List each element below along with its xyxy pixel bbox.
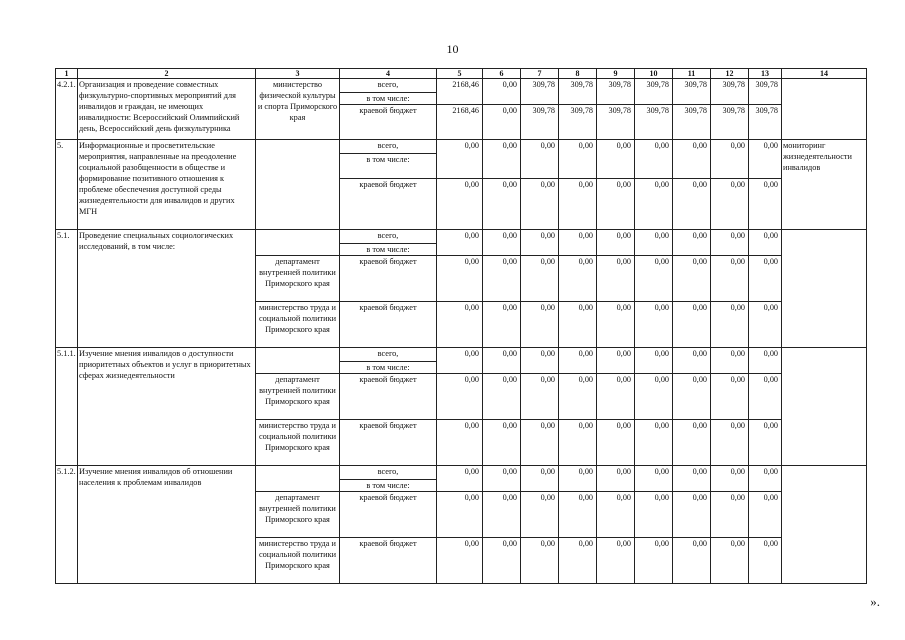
- value-cell: 0,00: [437, 140, 483, 179]
- row-name: Изучение мнения инвалидов об отношении населения к проблемам инвалидов: [78, 466, 256, 584]
- value-cell: 0,00: [437, 302, 483, 348]
- value-cell: 0,00: [559, 374, 597, 420]
- value-cell: 0,00: [749, 230, 782, 256]
- value-cell: 0,00: [597, 374, 635, 420]
- value-cell: 0,00: [483, 105, 521, 140]
- value-cell: 0,00: [521, 179, 559, 230]
- executor-empty: [256, 466, 340, 492]
- value-cell: 0,00: [483, 140, 521, 179]
- row-name: Изучение мнения инвалидов о доступности приоритетных объектов и услуг в приоритетных сферах жизнедеятельности: [78, 348, 256, 466]
- value-cell: 0,00: [749, 302, 782, 348]
- value-cell: 0,00: [597, 492, 635, 538]
- value-cell: 0,00: [483, 179, 521, 230]
- value-cell: 0,00: [711, 302, 749, 348]
- value-cell: 0,00: [673, 179, 711, 230]
- value-cell: 0,00: [711, 492, 749, 538]
- value-cell: 309,78: [673, 79, 711, 105]
- value-cell: 0,00: [635, 420, 673, 466]
- column-header: 4: [340, 69, 437, 79]
- value-cell: 0,00: [483, 466, 521, 492]
- executor: департамент внутренней политики Приморского края: [256, 374, 340, 420]
- value-cell: 0,00: [559, 420, 597, 466]
- value-cell: 0,00: [437, 348, 483, 374]
- value-cell: 0,00: [749, 466, 782, 492]
- column-header: 11: [673, 69, 711, 79]
- value-cell: 0,00: [673, 256, 711, 302]
- value-cell: 0,00: [711, 374, 749, 420]
- source-budget: краевой бюджет: [340, 538, 437, 584]
- value-cell: 0,00: [749, 256, 782, 302]
- value-cell: 309,78: [559, 79, 597, 105]
- value-cell: 0,00: [635, 538, 673, 584]
- value-cell: 309,78: [521, 105, 559, 140]
- value-cell: 0,00: [559, 466, 597, 492]
- value-cell: 0,00: [521, 420, 559, 466]
- value-cell: 0,00: [483, 374, 521, 420]
- value-cell: 0,00: [711, 140, 749, 179]
- value-cell: 0,00: [711, 538, 749, 584]
- value-cell: 0,00: [483, 230, 521, 256]
- value-cell: 0,00: [521, 256, 559, 302]
- value-cell: 0,00: [483, 348, 521, 374]
- value-cell: 309,78: [711, 79, 749, 105]
- value-cell: 0,00: [635, 492, 673, 538]
- value-cell: 0,00: [437, 374, 483, 420]
- table-row: [56, 348, 867, 362]
- value-cell: 0,00: [749, 374, 782, 420]
- executor-empty: [256, 348, 340, 374]
- value-cell: 0,00: [521, 492, 559, 538]
- row-number: 4.2.1.: [56, 79, 78, 140]
- row-name: Проведение специальных социологических исследований, в том числе:: [78, 230, 256, 348]
- row-name: Организация и проведение совместных физкультурно-спортивных мероприятий для инвалидов и граждан, не имеющих инвалидности: Всероссийский Олимпийский день, Всероссийский день физкультурника: [78, 79, 256, 140]
- value-cell: 0,00: [749, 492, 782, 538]
- table-row: [56, 140, 867, 154]
- value-cell: 0,00: [711, 256, 749, 302]
- value-cell: 0,00: [711, 348, 749, 374]
- value-cell: 0,00: [559, 230, 597, 256]
- value-cell: 0,00: [483, 420, 521, 466]
- value-cell: 309,78: [711, 105, 749, 140]
- source-budget: краевой бюджет: [340, 179, 437, 230]
- executor: министерство труда и социальной политики Приморского края: [256, 420, 340, 466]
- value-cell: 0,00: [635, 348, 673, 374]
- source-incl: в том числе:: [340, 244, 437, 256]
- value-cell: 0,00: [521, 348, 559, 374]
- source-incl: в том числе:: [340, 93, 437, 105]
- value-cell: 0,00: [597, 256, 635, 302]
- value-cell: 0,00: [559, 492, 597, 538]
- value-cell: 0,00: [483, 492, 521, 538]
- column-header: 5: [437, 69, 483, 79]
- column-header: 10: [635, 69, 673, 79]
- value-cell: 0,00: [711, 420, 749, 466]
- value-cell: 2168,46: [437, 79, 483, 105]
- value-cell: 309,78: [749, 105, 782, 140]
- column-header: 2: [78, 69, 256, 79]
- value-cell: 0,00: [559, 302, 597, 348]
- table-row: [56, 230, 867, 244]
- value-cell: 0,00: [437, 466, 483, 492]
- source-total: всего,: [340, 348, 437, 362]
- column-header: 13: [749, 69, 782, 79]
- value-cell: 0,00: [597, 230, 635, 256]
- header-row: [56, 69, 867, 79]
- value-cell: 0,00: [597, 348, 635, 374]
- source-total: всего,: [340, 466, 437, 480]
- source-total: всего,: [340, 230, 437, 244]
- value-cell: 0,00: [559, 538, 597, 584]
- column-header: 1: [56, 69, 78, 79]
- value-cell: 0,00: [483, 79, 521, 105]
- value-cell: 0,00: [437, 538, 483, 584]
- value-cell: 0,00: [635, 230, 673, 256]
- value-cell: 0,00: [749, 348, 782, 374]
- value-cell: 0,00: [437, 420, 483, 466]
- value-cell: 309,78: [559, 105, 597, 140]
- source-budget: краевой бюджет: [340, 492, 437, 538]
- value-cell: 0,00: [635, 466, 673, 492]
- value-cell: 309,78: [673, 105, 711, 140]
- value-cell: 309,78: [597, 79, 635, 105]
- note: [782, 348, 867, 466]
- value-cell: 2168,46: [437, 105, 483, 140]
- value-cell: 0,00: [597, 538, 635, 584]
- value-cell: 0,00: [749, 538, 782, 584]
- executor: министерство физической культуры и спорта Приморского края: [256, 79, 340, 140]
- value-cell: 0,00: [711, 466, 749, 492]
- value-cell: 0,00: [673, 466, 711, 492]
- value-cell: 309,78: [635, 79, 673, 105]
- executor: министерство труда и социальной политики Приморского края: [256, 302, 340, 348]
- end-quote-mark: ».: [870, 594, 880, 609]
- source-incl: в том числе:: [340, 154, 437, 179]
- value-cell: 309,78: [749, 79, 782, 105]
- table-row: [56, 79, 867, 93]
- value-cell: 0,00: [749, 140, 782, 179]
- value-cell: 0,00: [559, 140, 597, 179]
- value-cell: 0,00: [521, 140, 559, 179]
- column-header: 7: [521, 69, 559, 79]
- source-budget: краевой бюджет: [340, 256, 437, 302]
- value-cell: 0,00: [521, 374, 559, 420]
- value-cell: 0,00: [673, 538, 711, 584]
- source-incl: в том числе:: [340, 480, 437, 492]
- value-cell: 0,00: [635, 140, 673, 179]
- value-cell: 0,00: [597, 420, 635, 466]
- value-cell: 0,00: [437, 230, 483, 256]
- column-header: 14: [782, 69, 867, 79]
- value-cell: 0,00: [673, 302, 711, 348]
- value-cell: 309,78: [521, 79, 559, 105]
- value-cell: 0,00: [597, 466, 635, 492]
- value-cell: 0,00: [521, 466, 559, 492]
- value-cell: 309,78: [597, 105, 635, 140]
- row-number: 5.1.: [56, 230, 78, 348]
- page-number: 10: [446, 42, 459, 56]
- value-cell: 0,00: [673, 492, 711, 538]
- value-cell: 0,00: [483, 538, 521, 584]
- column-header: 3: [256, 69, 340, 79]
- value-cell: 0,00: [749, 179, 782, 230]
- value-cell: 0,00: [597, 140, 635, 179]
- source-budget: краевой бюджет: [340, 420, 437, 466]
- value-cell: 0,00: [437, 179, 483, 230]
- row-number: 5.: [56, 140, 78, 230]
- value-cell: 0,00: [749, 420, 782, 466]
- value-cell: 0,00: [437, 492, 483, 538]
- column-header: 12: [711, 69, 749, 79]
- executor: департамент внутренней политики Приморского края: [256, 492, 340, 538]
- source-budget: краевой бюджет: [340, 374, 437, 420]
- value-cell: 0,00: [635, 302, 673, 348]
- row-name: Информационные и просветительские мероприятия, направленные на преодоление социальной разобщенности в обществе и формирование позитивного отношения к проблеме обеспечения доступной среды жизнедеятельности для инвалидов и других МГН: [78, 140, 256, 230]
- executor: министерство труда и социальной политики Приморского края: [256, 538, 340, 584]
- source-incl: в том числе:: [340, 362, 437, 374]
- source-total: всего,: [340, 79, 437, 93]
- value-cell: 0,00: [521, 538, 559, 584]
- value-cell: 0,00: [673, 140, 711, 179]
- value-cell: 0,00: [635, 374, 673, 420]
- column-header: 6: [483, 69, 521, 79]
- value-cell: 0,00: [483, 302, 521, 348]
- column-header: 9: [597, 69, 635, 79]
- executor-empty: [256, 230, 340, 256]
- value-cell: 0,00: [559, 179, 597, 230]
- value-cell: 0,00: [597, 302, 635, 348]
- note: [782, 466, 867, 584]
- value-cell: 0,00: [711, 179, 749, 230]
- value-cell: 0,00: [559, 256, 597, 302]
- source-budget: краевой бюджет: [340, 302, 437, 348]
- value-cell: 0,00: [673, 230, 711, 256]
- value-cell: 0,00: [673, 420, 711, 466]
- column-header: 8: [559, 69, 597, 79]
- value-cell: 0,00: [559, 348, 597, 374]
- source-budget: краевой бюджет: [340, 105, 437, 140]
- value-cell: 0,00: [635, 256, 673, 302]
- row-number: 5.1.1.: [56, 348, 78, 466]
- note: [782, 230, 867, 348]
- program-table: [55, 68, 867, 584]
- value-cell: 0,00: [711, 230, 749, 256]
- value-cell: 0,00: [635, 179, 673, 230]
- note: мониторинг жизнедеятельности инвалидов: [782, 140, 867, 230]
- table-row: [56, 466, 867, 480]
- value-cell: 0,00: [673, 348, 711, 374]
- value-cell: 309,78: [635, 105, 673, 140]
- value-cell: 0,00: [597, 179, 635, 230]
- value-cell: 0,00: [521, 302, 559, 348]
- source-total: всего,: [340, 140, 437, 154]
- executor: [256, 140, 340, 230]
- executor: департамент внутренней политики Приморского края: [256, 256, 340, 302]
- row-number: 5.1.2.: [56, 466, 78, 584]
- value-cell: 0,00: [437, 256, 483, 302]
- value-cell: 0,00: [483, 256, 521, 302]
- note: [782, 79, 867, 140]
- value-cell: 0,00: [521, 230, 559, 256]
- value-cell: 0,00: [673, 374, 711, 420]
